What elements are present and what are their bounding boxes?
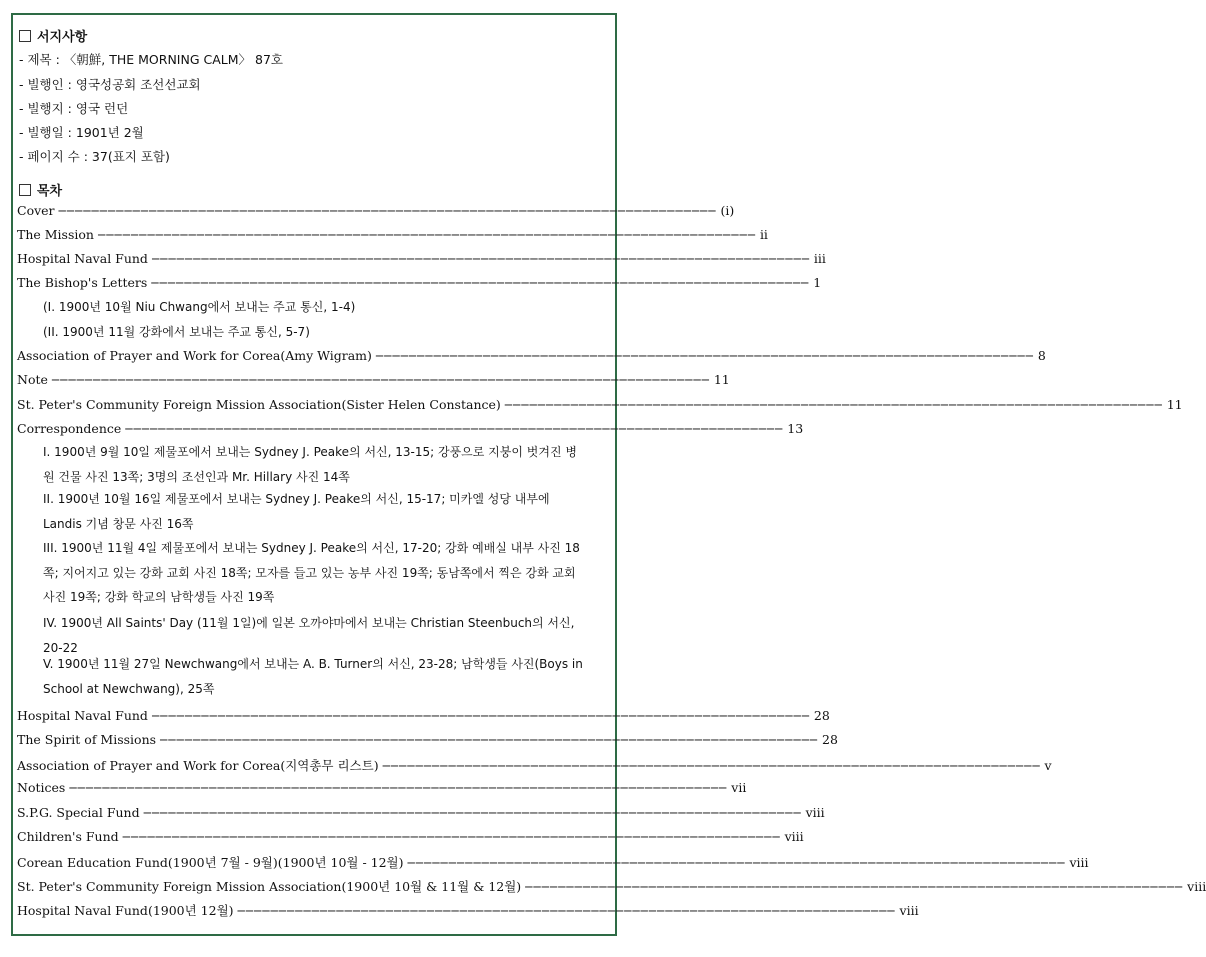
dash-leader: ──────────────────────────────────────────────────────────────────────────────── [69, 781, 728, 795]
correspondence-item: III. 1900년 11월 4일 제물포에서 보내는 Sydney J. Peake의 서신, 17-20; 강화 예배실 내부 사진 18쪽; 지어지고 있는 강화 교회 사진 18쪽; 모자를 들고 있는 농부 사진 19쪽; 동남쪽에서 찍은 강화 교회 사진 19쪽; 강화 학교의 남학생들 사진 19쪽 [43, 541, 580, 604]
toc-entry: Association of Prayer and Work for Corea(Amy Wigram) ──────────────────────────────────────────────────────────────────────────────── 8 [17, 348, 1046, 363]
dash-leader: ──────────────────────────────────────────────────────────────────────────────── [504, 398, 1163, 412]
dash-leader: ──────────────────────────────────────────────────────────────────────────────── [51, 373, 710, 387]
toc-entry: Hospital Naval Fund ──────────────────────────────────────────────────────────────────────────────── iii [17, 251, 826, 266]
checkbox-icon [19, 184, 31, 196]
toc-entry: The Spirit of Missions ──────────────────────────────────────────────────────────────────────────────── 28 [17, 732, 838, 747]
bib-place: - 빌행지 : 영국 런던 [19, 101, 129, 116]
dash-leader: ──────────────────────────────────────────────────────────────────────────────── [151, 252, 810, 266]
toc-entry: The Mission ──────────────────────────────────────────────────────────────────────────────── ii [17, 227, 768, 242]
dash-leader: ──────────────────────────────────────────────────────────────────────────────── [160, 733, 819, 747]
toc-entry: Note ──────────────────────────────────────────────────────────────────────────────── 11 [17, 372, 730, 387]
correspondence-item: I. 1900년 9월 10일 제물포에서 보내는 Sydney J. Peake의 서신, 13-15; 강풍으로 지붕이 벗겨진 병원 건물 사진 13쪽; 3명의 조선인과 Mr. Hillary 사진 14쪽 [43, 445, 577, 484]
bib-date: - 빌행일 : 1901년 2월 [19, 125, 144, 140]
toc-entry: The Bishop's Letters ──────────────────────────────────────────────────────────────────────────────── 1 [17, 275, 822, 290]
toc-entry: Association of Prayer and Work for Corea(지역총무 리스트) ──────────────────────────────────────────────────────────────────────────────── v [17, 758, 1052, 773]
bib-pages: - 페이지 수 : 37(표지 포함) [19, 149, 170, 164]
correspondence-item: V. 1900년 11월 27일 Newchwang에서 보내는 A. B. Turner의 서신, 23-28; 남학생들 사진(Boys in School at Newchwang), 25쪽 [43, 657, 583, 696]
dash-leader: ──────────────────────────────────────────────────────────────────────────────── [125, 422, 784, 436]
toc-entry: St. Peter's Community Foreign Mission Association(Sister Helen Constance) ──────────────────────────────────────────────────────────────────────────────── 11 [17, 397, 1183, 412]
toc-heading: 목차 [19, 180, 62, 199]
toc-entry: S.P.G. Special Fund ──────────────────────────────────────────────────────────────────────────────── viii [17, 805, 825, 820]
bishop-letter-sub: (II. 1900년 11월 강화에서 보내는 주교 통신, 5-7) [43, 325, 310, 339]
dash-leader: ──────────────────────────────────────────────────────────────────────────────── [122, 830, 781, 844]
toc-entry: Hospital Naval Fund(1900년 12월) ──────────────────────────────────────────────────────────────────────────────── viii [17, 903, 919, 918]
dash-leader: ──────────────────────────────────────────────────────────────────────────────── [237, 904, 896, 918]
dash-leader: ──────────────────────────────────────────────────────────────────────────────── [151, 709, 810, 723]
checkbox-icon [19, 30, 31, 42]
dash-leader: ──────────────────────────────────────────────────────────────────────────────── [375, 349, 1034, 363]
toc-entry: Corean Education Fund(1900년 7월 - 9월)(1900년 10월 - 12월) ──────────────────────────────────────────────────────────────────────────────── viii [17, 855, 1089, 870]
dash-leader: ──────────────────────────────────────────────────────────────────────────────── [407, 856, 1066, 870]
bishop-letter-sub: (I. 1900년 10월 Niu Chwang에서 보내는 주교 통신, 1-4) [43, 300, 356, 314]
dash-leader: ──────────────────────────────────────────────────────────────────────────────── [382, 759, 1041, 773]
dash-leader: ──────────────────────────────────────────────────────────────────────────────── [58, 204, 717, 218]
bib-title: - 제목 : 〈朝鮮, THE MORNING CALM〉 87호 [19, 52, 283, 67]
bib-heading: 서지사항 [19, 26, 87, 45]
toc-entry: Cover ──────────────────────────────────────────────────────────────────────────────── (i) [17, 203, 735, 218]
correspondence-item: IV. 1900년 All Saints' Day (11월 1일)에 일본 오까야마에서 보내는 Christian Steenbuch의 서신, 20-22 [43, 616, 575, 655]
toc-entry: Notices ──────────────────────────────────────────────────────────────────────────────── vii [17, 780, 747, 795]
dash-leader: ──────────────────────────────────────────────────────────────────────────────── [143, 806, 802, 820]
correspondence-item: II. 1900년 10월 16일 제물포에서 보내는 Sydney J. Peake의 서신, 15-17; 미카엘 성당 내부에 Landis 기념 창문 사진 16쪽 [43, 492, 550, 531]
toc-entry: St. Peter's Community Foreign Mission Association(1900년 10월 & 11월 & 12월) ──────────────────────────────────────────────────────────────────────────────── viii [17, 879, 1206, 894]
bib-publisher: - 빌행인 : 영국성공회 조선선교회 [19, 77, 201, 92]
toc-entry: Children's Fund ──────────────────────────────────────────────────────────────────────────────── viii [17, 829, 804, 844]
dash-leader: ──────────────────────────────────────────────────────────────────────────────── [151, 276, 810, 290]
dash-leader: ──────────────────────────────────────────────────────────────────────────────── [525, 880, 1184, 894]
toc-entry: Hospital Naval Fund ──────────────────────────────────────────────────────────────────────────────── 28 [17, 708, 830, 723]
toc-entry: Correspondence ──────────────────────────────────────────────────────────────────────────────── 13 [17, 421, 804, 436]
dash-leader: ──────────────────────────────────────────────────────────────────────────────── [97, 228, 756, 242]
